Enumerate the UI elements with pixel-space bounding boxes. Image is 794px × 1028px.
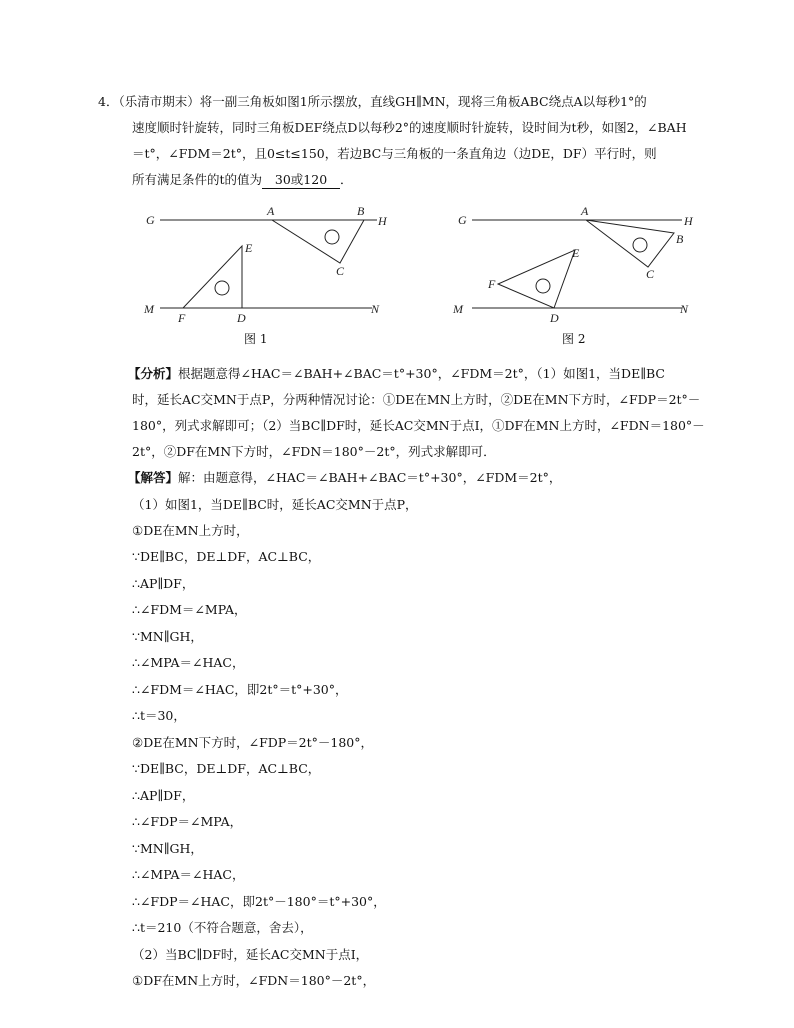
solution-line: ∴∠FDP＝∠MPA， (132, 814, 243, 829)
analysis-label: 【分析】 (128, 366, 179, 381)
solution-text-0: 解：由题意得，∠HAC＝∠BAH+∠BAC＝t°+30°，∠FDM＝2t°， (178, 470, 562, 485)
solution-line: ∵MN∥GH， (132, 841, 203, 856)
problem-line-3: ＝t°，∠FDM＝2t°，且0≤t≤150，若边BC与三角板的一条直角边（边DE，DF）平行时，则 (132, 146, 657, 161)
label-a: A (581, 204, 589, 218)
analysis-text-1: 根据题意得∠HAC＝∠BAH+∠BAC＝t°+30°，∠FDM＝2t°，（1）如图1，当DE∥BC (178, 366, 665, 381)
solution-line: ∴∠FDM＝∠HAC，即2t°＝t°+30°， (132, 682, 348, 697)
solution-line: ∴AP∥DF， (132, 788, 195, 803)
problem-line-4-text: 所有满足条件的t的值为 (132, 172, 263, 187)
analysis-line-4: 2t°，②DF在MN下方时，∠FDN＝180°－2t°，列式求解即可． (132, 444, 496, 459)
label-g: G (146, 213, 155, 227)
triangle-abc-hole (633, 238, 647, 252)
label-m: M (144, 302, 154, 316)
solution-line: ∴∠FDP＝∠HAC，即2t°－180°＝t°+30°， (132, 894, 386, 909)
label-a: A (267, 204, 275, 218)
solution-line: （2）当BC∥DF时，延长AC交MN于点I， (132, 947, 369, 962)
solution-line: ①DF在MN上方时，∠FDN＝180°－2t°， (132, 973, 376, 988)
triangle-def (183, 246, 242, 308)
figure-2-caption: 图 2 (562, 332, 586, 346)
label-b: B (357, 204, 365, 218)
triangle-def-hole (215, 281, 229, 295)
analysis-line-3: 180°，列式求解即可；（2）当BC∥DF时，延长AC交MN于点I，①DF在MN上方时，∠FDN＝180°－ (132, 418, 705, 433)
label-e: E (245, 241, 253, 255)
solution-line-0 (128, 470, 561, 486)
solution-line: ∵DE∥BC，DE⊥DF，AC⊥BC， (132, 761, 321, 776)
label-h: H (684, 214, 693, 228)
analysis-line-2: 时，延长AC交MN于点P，分两种情况讨论：①DE在MN上方时，②DE在MN下方时，∠FDP＝2t°－ (132, 392, 701, 407)
solution-line: ∴∠MPA＝∠HAC， (132, 867, 245, 882)
label-d: D (550, 311, 559, 325)
triangle-abc (586, 220, 674, 267)
label-e: E (572, 246, 580, 260)
triangle-def-hole (536, 279, 550, 293)
figure-2-diagram (450, 200, 710, 330)
answer-blank: 30或120 (262, 172, 340, 189)
solution-line: ∴t＝30， (132, 708, 186, 723)
label-h: H (378, 214, 387, 228)
label-m: M (453, 302, 463, 316)
solution-line: ∵DE∥BC，DE⊥DF，AC⊥BC， (132, 549, 321, 564)
figure-1-diagram (140, 200, 400, 330)
solution-line: ∴AP∥DF， (132, 576, 195, 591)
solution-line: ∴t＝210（不符合题意，舍去）， (132, 920, 313, 935)
label-n: N (680, 302, 689, 316)
problem-line-4-end: ． (340, 172, 353, 187)
label-b: B (676, 232, 684, 246)
label-g: G (458, 213, 467, 227)
triangle-def (498, 250, 575, 308)
label-f: F (488, 277, 496, 291)
figure-1-caption: 图 1 (244, 332, 268, 346)
label-d: D (237, 311, 246, 325)
figure-2 (450, 200, 710, 330)
solution-label: 【解答】 (128, 470, 179, 485)
label-f: F (178, 311, 186, 325)
problem-line-4 (132, 172, 353, 189)
problem-line-1: 4．（乐清市期末）将一副三角板如图1所示摆放，直线GH∥MN，现将三角板ABC绕点A以每秒1°的 (98, 94, 647, 109)
solution-line: ②DE在MN下方时，∠FDP＝2t°－180°， (132, 735, 374, 750)
triangle-abc-hole (325, 230, 339, 244)
analysis-line-1 (128, 366, 665, 382)
solution-line: ∵MN∥GH， (132, 629, 203, 644)
solution-line: ∴∠MPA＝∠HAC， (132, 655, 245, 670)
triangle-abc (272, 220, 364, 263)
problem-line-2: 速度顺时针旋转，同时三角板DEF绕点D以每秒2°的速度顺时针旋转，设时间为t秒，如图2，∠BAH (132, 120, 687, 135)
solution-line: ∴∠FDM＝∠MPA， (132, 602, 247, 617)
solution-line: ①DE在MN上方时， (132, 523, 249, 538)
figure-1 (140, 200, 400, 330)
solution-line: （1）如图1，当DE∥BC时，延长AC交MN于点P， (132, 497, 418, 512)
label-c: C (646, 267, 655, 281)
label-c: C (336, 264, 345, 278)
label-n: N (371, 302, 380, 316)
